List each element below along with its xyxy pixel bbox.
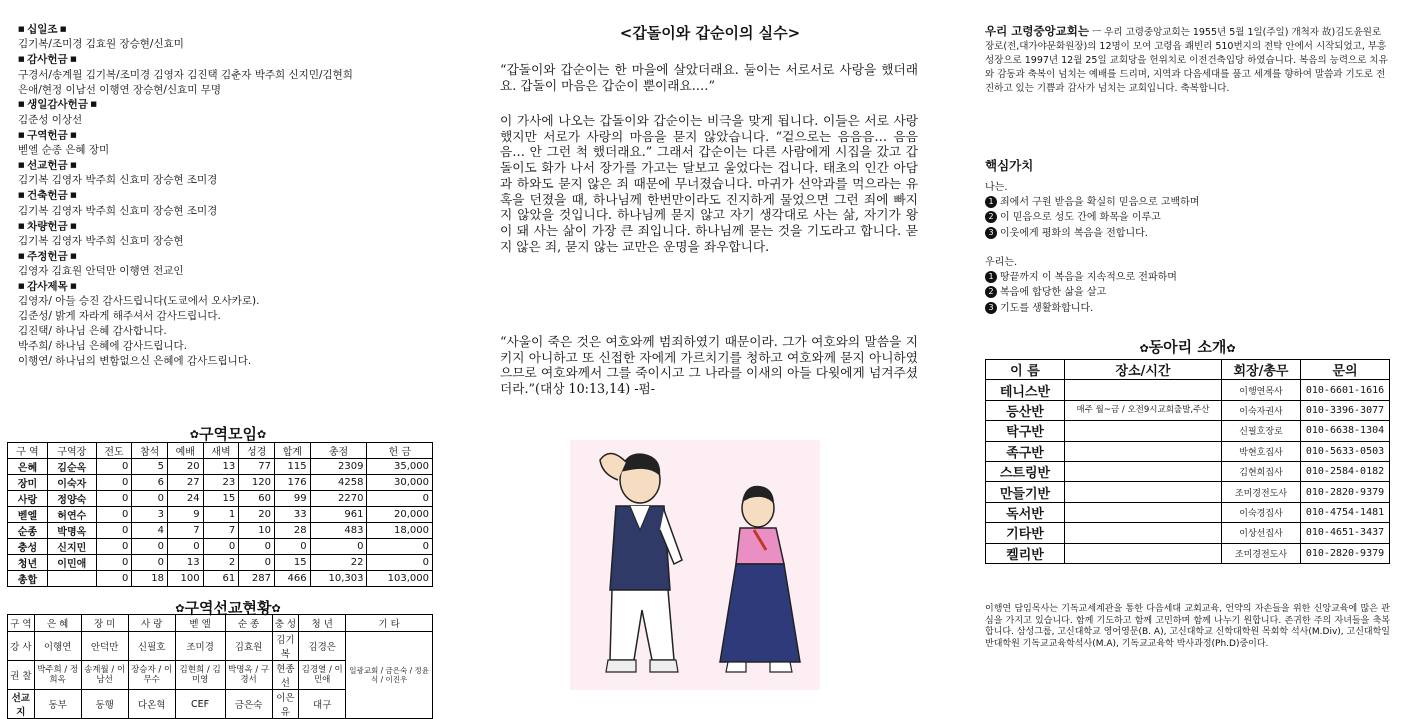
table-cell — [1065, 543, 1222, 563]
thanks-topic: 김영자/ 아들 승진 감사드립니다(도쿄에서 오사카로). — [18, 295, 260, 308]
table-cell: 사랑 — [8, 491, 48, 507]
table-cell: 0 — [367, 555, 433, 571]
offering-heading: ■ 십일조 ■ — [18, 22, 438, 37]
table-cell: 이은유 — [272, 690, 299, 719]
table-cell: 이숙자 — [47, 475, 96, 491]
col-header: 구 역 — [8, 615, 35, 632]
number-badge-icon: 3 — [985, 227, 997, 239]
table-cell: 기타반 — [986, 523, 1065, 543]
offering-heading: ■ 차량헌금 ■ — [18, 219, 438, 234]
clubs-rows — [986, 380, 1390, 564]
offering-heading: ■ 감사헌금 ■ — [18, 52, 438, 67]
table-cell — [1065, 441, 1222, 461]
offering-heading: ■ 구역헌금 ■ — [18, 128, 438, 143]
table-cell: 010-3396-3077 — [1301, 400, 1390, 420]
table-cell: 이행연목사 — [1222, 380, 1301, 400]
table-cell: 스트링반 — [986, 461, 1065, 481]
table-row — [8, 539, 433, 555]
number-badge-icon: 1 — [985, 271, 997, 283]
table-cell: 2309 — [310, 459, 367, 475]
core-we-label: 우리는. — [985, 257, 1018, 268]
col-header: 헌 금 — [367, 443, 433, 459]
pastor-note: 이행연 담임목사는 기독교세계관을 통한 다음세대 교회교육, 언약의 자손들을 위한 신앙교육에 많은 관심을 가지고 있습니다. 함께 기도하고 함께 고민하며 함께 나누기 원합니다. 존귀한 주의 자녀들을 축복합니다. 삼성그룹, 고신대학교 영어영문(B. A), 고신대학교 신학대학원 목회학 석사(M.Div), 고신대학일반대학원 기독교교육학석사(M.A), 기독교교육학 박사과정(Ph.D)중이다. — [985, 604, 1390, 649]
table-cell: 다온혁 — [128, 690, 175, 719]
table-cell: 이상선집사 — [1222, 523, 1301, 543]
table-cell: 조미경전도사 — [1222, 482, 1301, 502]
col-header: 구 역 — [8, 443, 48, 459]
table-cell: 김현희 / 김미영 — [175, 661, 225, 690]
table-cell: 김효원 — [225, 632, 272, 661]
table-cell: 대구 — [299, 690, 346, 719]
table-cell: 은혜 — [8, 459, 48, 475]
church-intro — [985, 24, 1390, 96]
flower-icon: ✿ — [189, 428, 200, 441]
table-cell: 2270 — [310, 491, 367, 507]
col-header: 순 종 — [225, 615, 272, 632]
table-cell: 010-5633-0503 — [1301, 441, 1390, 461]
table-cell: 독서반 — [986, 502, 1065, 522]
table-cell: 이숙자권사 — [1222, 400, 1301, 420]
table-cell: 0 — [96, 539, 132, 555]
article-body: 이 가사에 나오는 갑돌이와 갑순이는 비극을 맞게 됩니다. 이들은 서로 사랑했지만 서로가 사랑의 마음을 묻지 않았습니다. “겉으로는 음음음… 음음음… 안 그런 척 했더래요.” 그래서 갑순이는 다른 사람에게 시집을 갔고 갑돌이도 화가 나서 장가를 가고는 달보고 울었다는 겁니다. 태초의 인간 아담과 하와도 묻지 않은 죄 때문에 무너졌습니다. 마귀가 선악과를 먹으라는 유혹을 던졌을 때, 하나님께 한번만이라도 진지하게 물었으면 그런 죄에 빠지지 않았을 것입니다. 하나님께 묻지 않고 자기 생각대로 사는 삶, 자기가 왕이 돼 사는 삶이 가장 큰 죄입니다. 하나님께 묻는 것을 기도라고 합니다. 묻지 않은 죄, 묻지 않는 교만은 운명을 좌우합니다. — [500, 113, 918, 254]
table-cell — [1065, 523, 1222, 543]
col-header: 이 름 — [986, 360, 1065, 380]
table-cell: 족구반 — [986, 441, 1065, 461]
table-cell: 이민애 — [47, 555, 96, 571]
col-header: 예배 — [167, 443, 203, 459]
table-cell: 박명옥 — [47, 523, 96, 539]
table-cell: 4258 — [310, 475, 367, 491]
flower-icon: ✿ — [256, 428, 267, 441]
table-cell: 7 — [203, 523, 239, 539]
table-cell: 신지민 — [47, 539, 96, 555]
core-we-item: 1 땅끝까지 이 복음을 지속적으로 전파하며 — [985, 270, 1177, 285]
col-header: 벧 엘 — [175, 615, 225, 632]
table-cell: 176 — [274, 475, 310, 491]
table-row — [986, 421, 1390, 441]
table-cell: 1 — [203, 507, 239, 523]
table-cell: 송계월 / 이남선 — [81, 661, 128, 690]
col-header: 문의 — [1301, 360, 1390, 380]
table-cell: 신필호 — [128, 632, 175, 661]
table-cell: 13 — [203, 459, 239, 475]
number-badge-icon: 1 — [985, 196, 997, 208]
table-row — [8, 459, 433, 475]
table-cell: 61 — [203, 571, 239, 587]
table-cell — [1065, 380, 1222, 400]
offering-heading: ■ 주정헌금 ■ — [18, 249, 438, 264]
offering-names: 김준성 이상선 — [18, 113, 83, 126]
table-cell: 466 — [274, 571, 310, 587]
table-cell: CEF — [175, 690, 225, 719]
table-cell: 99 — [274, 491, 310, 507]
district-mission-title: ✿구역선교현황✿ — [175, 599, 281, 617]
row-label: 선교지 — [8, 690, 35, 719]
table-cell: 정양숙 — [47, 491, 96, 507]
offering-thanks — [18, 52, 438, 97]
table-cell: 장승자 / 이무수 — [128, 661, 175, 690]
table-cell: 010-4754-1481 — [1301, 502, 1390, 522]
table-cell: 120 — [239, 475, 275, 491]
offering-heading: ■ 생일감사헌금 ■ — [18, 97, 438, 112]
core-values-we — [985, 255, 1177, 316]
offering-names: 은애/현정 이남선 이행연 장승현/신효미 무명 — [18, 83, 221, 96]
table-cell: 9 — [167, 507, 203, 523]
table-cell: 0 — [96, 507, 132, 523]
offering-names: 벧엘 순종 은혜 장미 — [18, 144, 110, 157]
offering-names: 김기복/조미경 김효원 장승현/신효미 — [18, 38, 184, 51]
table-row — [8, 632, 433, 661]
col-header: 장소/시간 — [1065, 360, 1222, 380]
table-cell: 청년 — [8, 555, 48, 571]
col-header: 청 년 — [299, 615, 346, 632]
table-cell: 매주 월~금 / 오전9시교회출발,주산 — [1065, 400, 1222, 420]
core-values-me — [985, 180, 1199, 241]
table-cell: 동부 — [34, 690, 81, 719]
offering-heading: ■ 선교헌금 ■ — [18, 158, 438, 173]
table-header-row — [986, 360, 1390, 380]
table-cell: 탁구반 — [986, 421, 1065, 441]
table-cell: 0 — [367, 491, 433, 507]
col-header: 합계 — [274, 443, 310, 459]
clubs-title: ✿동아리 소개✿ — [1139, 338, 1236, 356]
number-badge-icon: 3 — [985, 302, 997, 314]
district-meeting-rows — [8, 459, 433, 587]
table-cell: 총합 — [8, 571, 48, 587]
core-me-item: 2 이 믿음으로 성도 간에 화목을 이루고 — [985, 210, 1199, 225]
table-cell: 박주희 / 정희옥 — [34, 661, 81, 690]
table-cell: 35,000 — [367, 459, 433, 475]
table-cell: 김경열 / 이민애 — [299, 661, 346, 690]
flower-icon: ✿ — [1226, 342, 1236, 355]
table-cell: 2 — [203, 555, 239, 571]
table-cell: 신필호장로 — [1222, 421, 1301, 441]
table-row — [986, 441, 1390, 461]
table-row — [8, 571, 433, 587]
table-cell: 010-2820-9379 — [1301, 543, 1390, 563]
table-cell: 010-4651-3437 — [1301, 523, 1390, 543]
table-row — [986, 461, 1390, 481]
table-cell: 010-2820-9379 — [1301, 482, 1390, 502]
table-cell: 24 — [167, 491, 203, 507]
core-me-label: 나는. — [985, 182, 1008, 193]
table-cell: 0 — [96, 459, 132, 475]
table-row — [986, 482, 1390, 502]
table-row — [8, 523, 433, 539]
number-badge-icon: 2 — [985, 211, 997, 223]
table-cell: 13 — [167, 555, 203, 571]
offering-names: 구경서/송계월 김기복/조미경 김영자 김진택 김춘자 박주희 신지민/김현희 — [18, 68, 353, 81]
col-header: 회장/총무 — [1222, 360, 1301, 380]
clubs-table — [985, 359, 1390, 564]
table-cell: 순종 — [8, 523, 48, 539]
left-column — [10, 0, 438, 718]
core-me-item: 1 죄에서 구원 받음을 확실히 믿음으로 고백하며 — [985, 195, 1199, 210]
article-scripture: “사울이 죽은 것은 여호와께 범죄하였기 때문이라. 그가 여호와의 말씀을 지키지 아니하고 또 신접한 자에게 가르치기를 청하고 여호와께 묻지 아니하였으므로 여호와께서 그를 죽이시고 그 나라를 이새의 아들 다윗에게 넘겨주셨더라.”(대상 10:13,14) -펌- — [500, 334, 918, 397]
offering-sipilijo — [18, 22, 438, 52]
table-cell: 0 — [167, 539, 203, 555]
table-cell: 박현호집사 — [1222, 441, 1301, 461]
table-cell: 20 — [167, 459, 203, 475]
thanks-topic: 김준성/ 밝게 자라게 해주셔서 감사드립니다. — [18, 310, 221, 323]
table-cell — [47, 571, 96, 587]
offering-names: 김영자 김효원 안덕만 이행연 전교인 — [18, 265, 184, 278]
table-cell: 0 — [96, 475, 132, 491]
table-cell: 4 — [132, 523, 168, 539]
offering-names: 김기복 김영자 박주희 신효미 장승현 조미경 — [18, 174, 218, 187]
offering-names: 김기복 김영자 박주희 신효미 장승현 — [18, 234, 184, 247]
couple-illustration — [570, 440, 820, 690]
offering-district — [18, 128, 438, 158]
table-row — [8, 475, 433, 491]
table-row — [986, 502, 1390, 522]
table-cell: 0 — [239, 555, 275, 571]
flower-icon: ✿ — [175, 602, 185, 615]
table-cell: 이행연 — [34, 632, 81, 661]
number-badge-icon: 2 — [985, 286, 997, 298]
table-cell — [1065, 502, 1222, 522]
table-cell: 안덕만 — [81, 632, 128, 661]
table-cell: 충성 — [8, 539, 48, 555]
col-header: 사 랑 — [128, 615, 175, 632]
row-label: 강 사 — [8, 632, 35, 661]
table-cell: 0 — [96, 571, 132, 587]
col-header: 장 미 — [81, 615, 128, 632]
table-cell: 0 — [96, 491, 132, 507]
table-cell — [1065, 461, 1222, 481]
flower-icon: ✿ — [1139, 342, 1149, 355]
table-cell: 0 — [310, 539, 367, 555]
table-cell: 켈리반 — [986, 543, 1065, 563]
col-header: 충 성 — [272, 615, 299, 632]
offering-thanks-topics — [18, 279, 438, 369]
col-header: 은 혜 — [34, 615, 81, 632]
table-cell: 동행 — [81, 690, 128, 719]
table-cell: 10 — [239, 523, 275, 539]
table-cell: 010-6601-1616 — [1301, 380, 1390, 400]
table-cell: 이숙경집사 — [1222, 502, 1301, 522]
table-row — [986, 543, 1390, 563]
offering-birthday — [18, 97, 438, 127]
table-cell: 115 — [274, 459, 310, 475]
table-cell: 010-6638-1304 — [1301, 421, 1390, 441]
table-cell: 0 — [239, 539, 275, 555]
table-cell: 287 — [239, 571, 275, 587]
table-cell: 등산반 — [986, 400, 1065, 420]
table-cell: 박명옥 / 구경서 — [225, 661, 272, 690]
table-cell: 벧엘 — [8, 507, 48, 523]
table-cell: 0 — [132, 491, 168, 507]
thanks-topic: 김진택/ 하나님 은혜 감사합니다. — [18, 325, 167, 338]
table-cell: 김경은 — [299, 632, 346, 661]
table-cell: 20,000 — [367, 507, 433, 523]
table-cell — [1065, 482, 1222, 502]
core-we-item: 2 복음에 합당한 삶을 살고 — [985, 285, 1177, 300]
table-cell: 0 — [274, 539, 310, 555]
table-cell: 테니스반 — [986, 380, 1065, 400]
district-mission-table — [7, 614, 433, 719]
table-cell: 0 — [96, 555, 132, 571]
table-cell: 0 — [132, 555, 168, 571]
thanks-topic: 이행연/ 하나님의 변함없으신 은혜에 감사드립니다. — [18, 355, 252, 368]
table-cell: 010-2584-0182 — [1301, 461, 1390, 481]
district-meeting-table — [7, 442, 433, 587]
table-cell: 허연수 — [47, 507, 96, 523]
table-header-row — [8, 615, 433, 632]
table-cell: 18,000 — [367, 523, 433, 539]
table-cell: 77 — [239, 459, 275, 475]
table-cell: 6 — [132, 475, 168, 491]
col-header: 전도 — [96, 443, 132, 459]
table-cell: 김순옥 — [47, 459, 96, 475]
table-header-row — [8, 443, 433, 459]
offering-list — [18, 22, 438, 369]
table-cell: 10,303 — [310, 571, 367, 587]
table-cell: 만들기반 — [986, 482, 1065, 502]
table-cell: 0 — [132, 539, 168, 555]
offering-heading: ■ 감사제목 ■ — [18, 279, 438, 294]
table-cell: 18 — [132, 571, 168, 587]
col-header: 참석 — [132, 443, 168, 459]
col-header: 새벽 — [203, 443, 239, 459]
col-header: 성경 — [239, 443, 275, 459]
table-cell: 28 — [274, 523, 310, 539]
table-cell: 장미 — [8, 475, 48, 491]
flower-icon: ✿ — [271, 602, 281, 615]
col-header: 총점 — [310, 443, 367, 459]
table-cell: 현종선 — [272, 661, 299, 690]
church-name: 우리 고령중앙교회는 — [985, 24, 1089, 38]
offering-heading: ■ 건축헌금 ■ — [18, 188, 438, 203]
core-values-title: 핵심가치 — [985, 158, 1034, 173]
table-row — [8, 507, 433, 523]
table-cell: 100 — [167, 571, 203, 587]
table-cell: 15 — [203, 491, 239, 507]
thanks-topic: 박주희/ 하나님 은혜에 감사드립니다. — [18, 340, 188, 353]
offering-weekly — [18, 249, 438, 279]
row-label: 권 찰 — [8, 661, 35, 690]
table-row — [8, 491, 433, 507]
offering-mission — [18, 158, 438, 188]
table-cell: 483 — [310, 523, 367, 539]
table-row — [986, 523, 1390, 543]
table-cell: 23 — [203, 475, 239, 491]
table-cell: 김기복 — [272, 632, 299, 661]
col-header: 구역장 — [47, 443, 96, 459]
table-cell: 조미경 — [175, 632, 225, 661]
table-cell: 27 — [167, 475, 203, 491]
core-me-item: 3 이웃에게 평화의 복음을 전합니다. — [985, 226, 1199, 241]
table-cell: 30,000 — [367, 475, 433, 491]
table-cell: 5 — [132, 459, 168, 475]
table-cell: 33 — [274, 507, 310, 523]
offering-building — [18, 188, 438, 218]
table-cell: 0 — [367, 539, 433, 555]
table-cell: 103,000 — [367, 571, 433, 587]
table-cell: 60 — [239, 491, 275, 507]
table-cell: 김현희집사 — [1222, 461, 1301, 481]
table-cell: 961 — [310, 507, 367, 523]
table-cell-other: 일광교회 / 금은숙 / 정윤식 / 이진우 — [346, 632, 433, 719]
offering-vehicle — [18, 219, 438, 249]
table-row — [986, 400, 1390, 420]
table-cell: 조미경전도사 — [1222, 543, 1301, 563]
table-cell: 0 — [96, 523, 132, 539]
article-lyrics: “갑돌이와 갑순이는 한 마을에 살았더래요. 둘이는 서로서로 사랑을 했더래요. 갑돌이 마음은 갑순이 뿐이래요.…” — [500, 62, 918, 93]
district-meeting-title: ✿구역모임✿ — [189, 425, 267, 443]
table-row — [986, 380, 1390, 400]
church-intro-text: ㅡ 우리 고령중앙교회는 1955년 5월 1일(주일) 개척자 故)김도윤원로장로(전,대가야문화원장)의 12명이 모여 고령읍 쾌빈리 510번지의 전탁 안에서 시작되었고, 부흥성장으로 1997년 12월 25일 교회당을 헌위치로 이전건축입당 하였습니다. 복음의 능력으로 치유와 감동과 축복이 넘치는 예배를 드리며, 지역과 다음세대를 품고 세계를 향하여 말씀과 기도로 전진하고 있는 기쁨과 감사가 넘치는 교회입니다. 축복합니다. — [985, 27, 1388, 95]
col-header: 기 타 — [346, 615, 433, 632]
table-cell: 15 — [274, 555, 310, 571]
table-cell — [1065, 421, 1222, 441]
table-cell: 0 — [203, 539, 239, 555]
table-row — [8, 555, 433, 571]
core-we-item: 3 기도를 생활화합니다. — [985, 301, 1177, 316]
table-cell: 3 — [132, 507, 168, 523]
table-cell: 7 — [167, 523, 203, 539]
table-cell: 20 — [239, 507, 275, 523]
table-cell: 금은숙 — [225, 690, 272, 719]
article-title: <갑돌이와 갑순이의 실수> — [619, 24, 801, 42]
table-cell: 22 — [310, 555, 367, 571]
offering-names: 김기복 김영자 박주희 신효미 장승현 조미경 — [18, 204, 218, 217]
